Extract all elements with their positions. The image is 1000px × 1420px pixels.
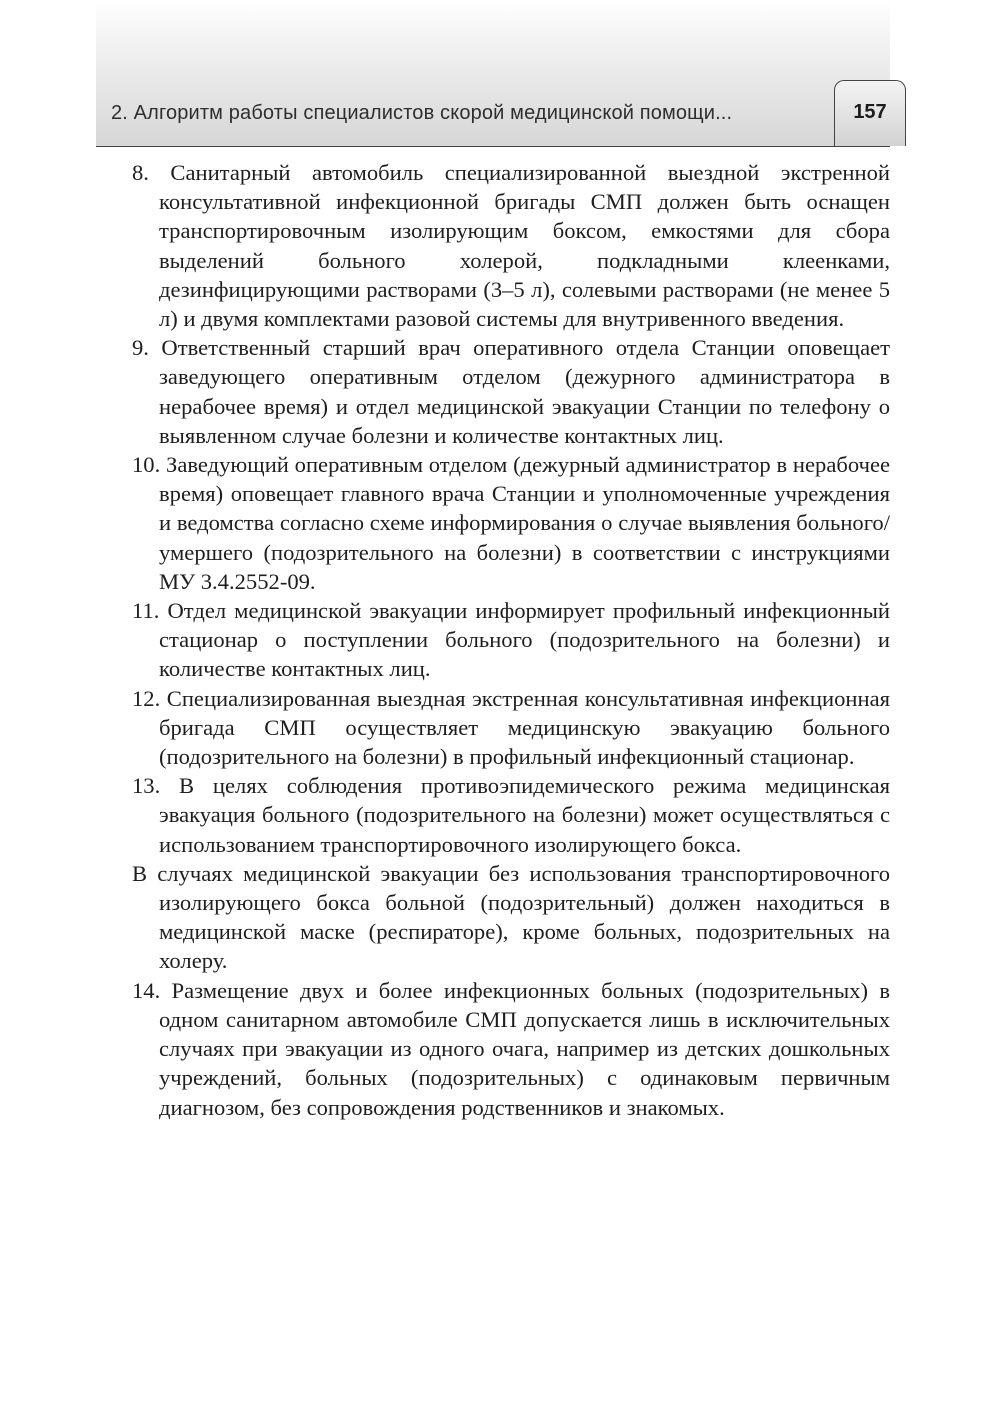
page-body <box>132 158 890 1122</box>
paragraph-note: В случаях медицинской эвакуации без использования транспортировочного изолирующего бокса больной (подозрительный) должен находиться в медицинской маске (респираторе), кроме больных, подозрительных на холеру. <box>132 860 890 974</box>
page-number-tab <box>834 80 906 146</box>
paragraph-item-12: 12. Специализированная выездная экстренная консультативная инфекционная бригада СМП осуществляет медицинскую эвакуацию больного (подозрительного на болезни) в профильный инфекционный стационар. <box>132 685 890 770</box>
paragraph-item-11: 11. Отдел медицинской эвакуации информирует профильный инфекционный стационар о поступлении больного (подозрительного на болезни) и количестве контактных лиц. <box>132 598 890 682</box>
paragraph-item-13: 13. В целях соблюдения противоэпидемического режима медицинская эвакуация больного (подозрительного на болезни) может осуществляться с использованием транспортировочного изолирующего бокса. <box>132 773 890 857</box>
paragraph-item-8: 8. Санитарный автомобиль специализированной выездной экстренной консультативной инфекционной бригады СМП должен быть оснащен транспортировочным изолирующим боксом, емкостями для сбора выделений больного холерой, подкладными клеенками, дезинфицирующими растворами (3–5 л), солевыми растворами (не менее 5 л) и двумя комплектами разовой системы для внутривенного введения. <box>132 160 890 332</box>
paragraph-item-10: 10. Заведующий оперативным отделом (дежурный администратор в нерабочее время) оповещает главного врача Станции и уполномоченные учреждения и ведомства согласно схеме информирования о случае выявления больного/умершего (подозрительного на болезни) в соответствии с инструкциями МУ 3.4.2552-09. <box>132 452 890 594</box>
paragraph-item-9: 9. Ответственный старший врач оперативного отдела Станции оповещает заведующего оперативным отделом (дежурного администратора в нерабочее время) и отдел медицинской эвакуации Станции по телефону о выявленном случае болезни и количестве контактных лиц. <box>132 335 890 448</box>
paragraph-item-14: 14. Размещение двух и более инфекционных больных (подозрительных) в одном санитарном автомобиле СМП допускается лишь в исключительных случаях при эвакуации из одного очага, например из детских дошкольных учреждений, больных (подозрительных) с одинаковым первичным диагнозом, без сопровождения родственников и знакомых. <box>132 977 890 1120</box>
running-header-title: 2. Алгоритм работы специалистов скорой медицинской помощи... <box>111 102 733 124</box>
page-number: 157 <box>853 101 887 123</box>
